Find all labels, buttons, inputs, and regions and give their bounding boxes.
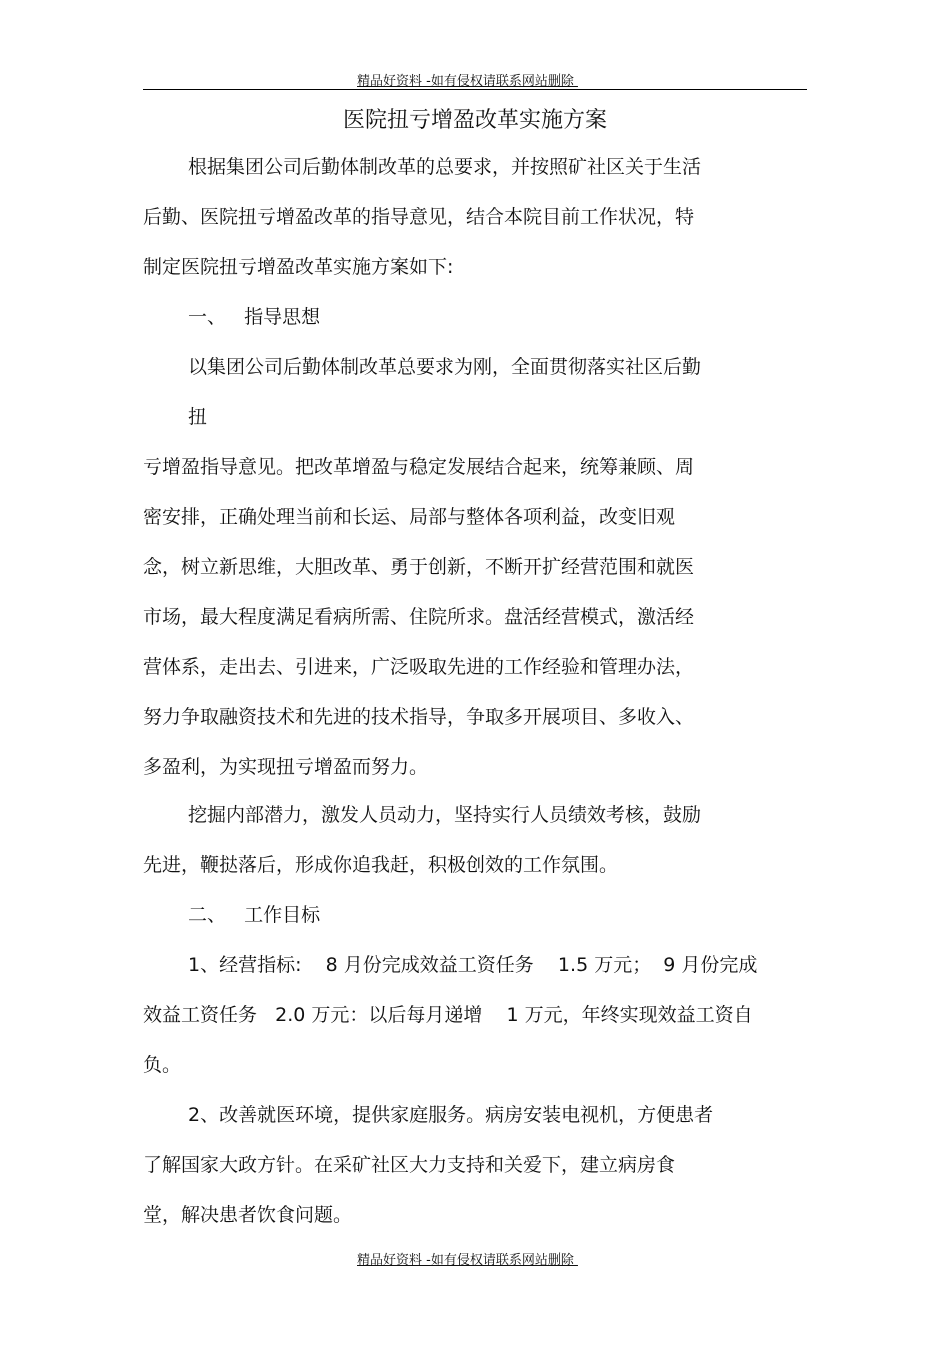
body-line: 密安排，正确处理当前和长运、局部与整体各项利益，改变旧观 — [143, 506, 676, 528]
body-line: 营体系，走出去、引进来，广泛吸取先进的工作经验和管理办法， — [143, 656, 695, 678]
body-line: 扭 — [188, 406, 208, 428]
body-line: 2、改善就医环境，提供家庭服务。病房安装电视机，方便患者 — [188, 1104, 714, 1126]
document-title: 医院扭亏增盈改革实施方案 — [342, 108, 607, 133]
body-line: 挖掘内部潜力，激发人员动力，坚持实行人员绩效考核，鼓励 — [188, 804, 702, 826]
section-heading: 二、 工作目标 — [188, 904, 321, 926]
body-line: 后勤、医院扭亏增盈改革的指导意见，结合本院目前工作状况，特 — [143, 206, 695, 228]
header-rule — [143, 89, 807, 90]
body-line: 1、经营指标: 8 月份完成效益工资任务 1.5 万元； 9 月份完成 — [188, 954, 758, 976]
body-line: 念，树立新思维，大胆改革、勇于创新，不断开扩经营范围和就医 — [143, 556, 695, 578]
page-header: 精品好资料 -如有侵权请联系网站删除 — [357, 74, 578, 89]
body-line: 制定医院扭亏增盈改革实施方案如下: — [143, 256, 454, 278]
body-line: 亏增盈指导意见。把改革增盈与稳定发展结合起来，统筹兼顾、周 — [143, 456, 695, 478]
body-line: 先进，鞭挞落后，形成你追我赶，积极创效的工作氛围。 — [143, 854, 619, 876]
body-line: 以集团公司后勤体制改革总要求为刚，全面贯彻落实社区后勤 — [188, 356, 702, 378]
body-line: 效益工资任务 2.0 万元：以后每月递增 1 万元，年终实现效益工资自 — [143, 1004, 753, 1026]
page-footer: 精品好资料 -如有侵权请联系网站删除 — [357, 1253, 578, 1268]
body-line: 负。 — [143, 1054, 182, 1076]
body-line: 努力争取融资技术和先进的技术指导，争取多开展项目、多收入、 — [143, 706, 695, 728]
section-heading: 一、 指导思想 — [188, 306, 321, 328]
body-line: 市场，最大程度满足看病所需、住院所求。盘活经营模式，激活经 — [143, 606, 695, 628]
body-line: 根据集团公司后勤体制改革的总要求，并按照矿社区关于生活 — [188, 156, 702, 178]
body-line: 多盈利，为实现扭亏增盈而努力。 — [143, 756, 429, 778]
body-line: 堂，解决患者饮食问题。 — [143, 1204, 353, 1226]
body-line: 了解国家大政方针。在采矿社区大力支持和关爱下，建立病房食 — [143, 1154, 676, 1176]
